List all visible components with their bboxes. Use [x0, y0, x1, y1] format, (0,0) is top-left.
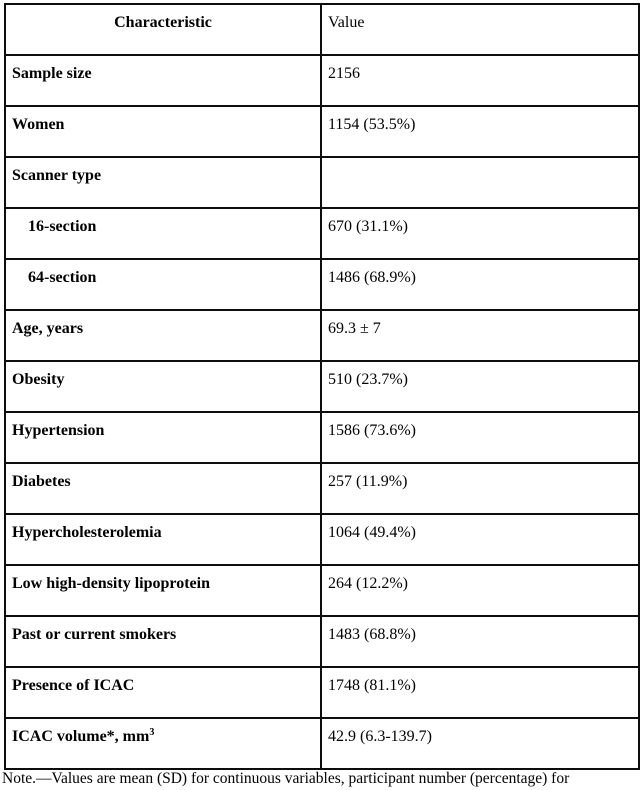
value-cell: 2156 — [321, 55, 639, 106]
table-row — [5, 718, 639, 769]
characteristic-cell: Sample size — [5, 55, 321, 106]
table-header-row — [5, 4, 639, 55]
value-cell: 1748 (81.1%) — [321, 667, 639, 718]
value-cell: 670 (31.1%) — [321, 208, 639, 259]
characteristic-cell: Obesity — [5, 361, 321, 412]
table-row — [5, 463, 639, 514]
table-row — [5, 310, 639, 361]
value-cell: 1486 (68.9%) — [321, 259, 639, 310]
characteristic-cell: Past or current smokers — [5, 616, 321, 667]
characteristic-cell: Diabetes — [5, 463, 321, 514]
value-cell: 1154 (53.5%) — [321, 106, 639, 157]
characteristic-cell: Presence of ICAC — [5, 667, 321, 718]
table-row — [5, 514, 639, 565]
characteristic-cell: Women — [5, 106, 321, 157]
characteristic-cell: 16-section — [5, 208, 321, 259]
value-cell: 257 (11.9%) — [321, 463, 639, 514]
characteristic-cell — [5, 718, 321, 769]
table-row — [5, 412, 639, 463]
column-header-value: Value — [321, 4, 639, 55]
table-row — [5, 361, 639, 412]
value-cell: 264 (12.2%) — [321, 565, 639, 616]
characteristic-cell: Low high-density lipoprotein — [5, 565, 321, 616]
table-row — [5, 565, 639, 616]
column-header-characteristic: Characteristic — [5, 4, 321, 55]
characteristic-cell: Age, years — [5, 310, 321, 361]
table-row — [5, 55, 639, 106]
value-cell: 1586 (73.6%) — [321, 412, 639, 463]
characteristic-cell: Hypercholesterolemia — [5, 514, 321, 565]
cubed-superscript: 3 — [149, 727, 155, 738]
table-row — [5, 208, 639, 259]
table-row — [5, 157, 639, 208]
value-cell: 42.9 (6.3-139.7) — [321, 718, 639, 769]
value-cell: 69.3 ± 7 — [321, 310, 639, 361]
characteristic-cell: Scanner type — [5, 157, 321, 208]
characteristic-cell: 64-section — [5, 259, 321, 310]
characteristic-cell: Hypertension — [5, 412, 321, 463]
table-row — [5, 616, 639, 667]
value-cell: 1483 (68.8%) — [321, 616, 639, 667]
table-footnote: Note.—Values are mean (SD) for continuous variables, participant number (percentage) for — [2, 770, 570, 787]
value-cell — [321, 157, 639, 208]
table-row — [5, 259, 639, 310]
value-cell: 510 (23.7%) — [321, 361, 639, 412]
characteristics-table — [4, 3, 640, 770]
value-cell: 1064 (49.4%) — [321, 514, 639, 565]
characteristic-label: ICAC volume*, mm — [12, 728, 150, 745]
table-row — [5, 106, 639, 157]
table-row — [5, 667, 639, 718]
